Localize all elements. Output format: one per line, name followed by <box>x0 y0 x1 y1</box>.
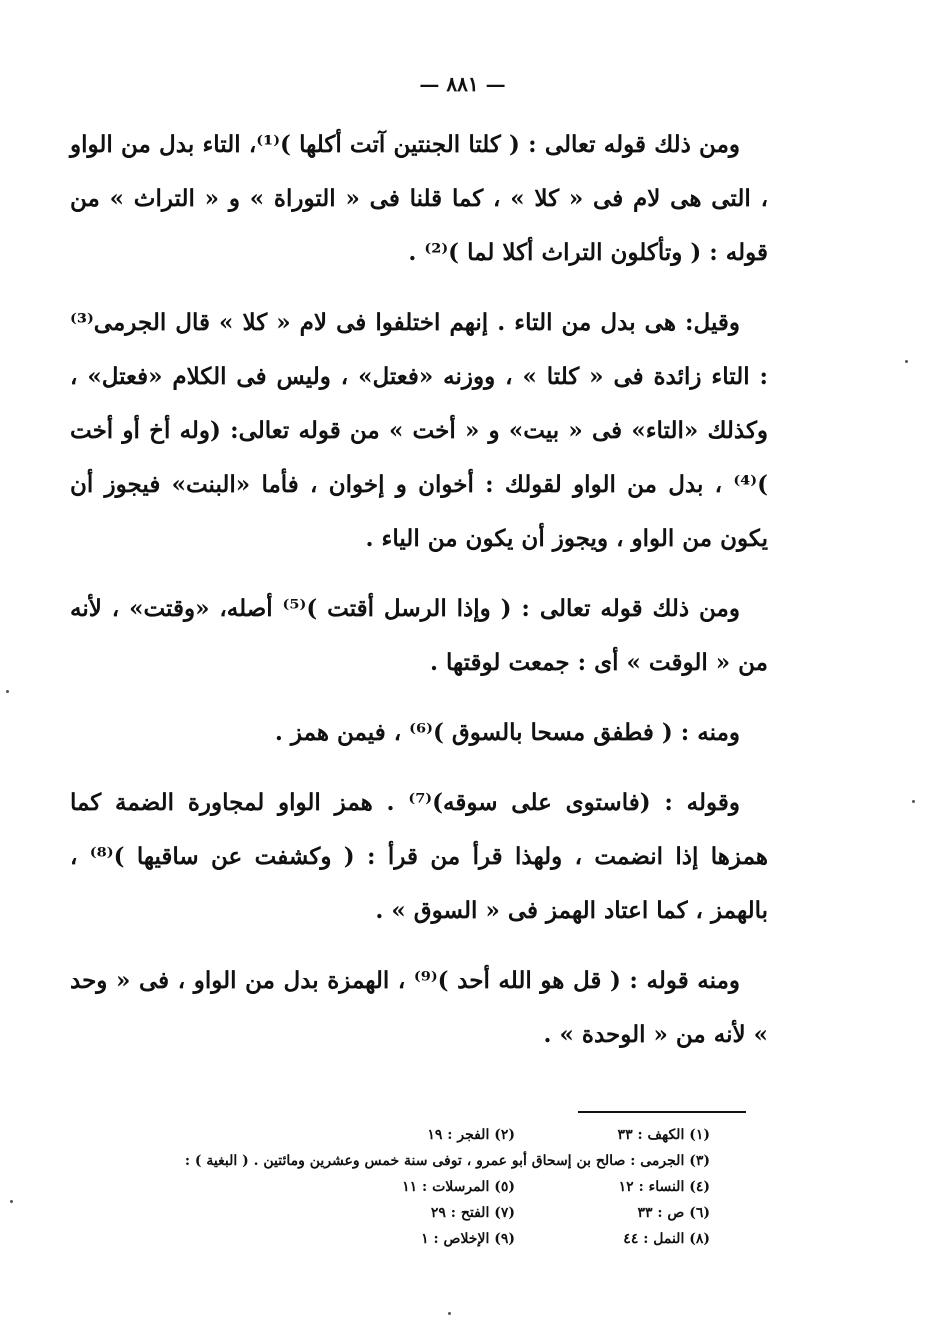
footnote-8: (٨) النمل : ٤٤ <box>623 1231 710 1247</box>
scan-speck <box>912 800 915 803</box>
footnote-9: (٩) الإخلاص : ١ <box>421 1231 515 1247</box>
scan-speck <box>10 1200 13 1203</box>
scan-speck <box>905 360 908 363</box>
footnote-1: (١) الكهف : ٣٣ <box>617 1127 710 1143</box>
footnote-3: (٣) الجرمى : صالح بن إسحاق أبو عمرو ، توفى سنة خمس وعشرين ومائتين . ( البغية ) : <box>184 1153 710 1169</box>
footnote-row <box>90 1200 710 1226</box>
footnote-5: (٥) المرسلات : ١١ <box>402 1179 515 1195</box>
footnote-divider <box>578 1111 746 1113</box>
paragraph-5: وقوله : (فاستوى على سوقه)⁽⁷⁾ . همز الواو لمجاورة الضمة كما همزها إذا انضمت ، ولهذا قرأ من قرأ : ( وكشفت عن ساقيها )⁽⁸⁾ ، بالهمز ، كما اعتاد الهمز فى « السوق » . <box>70 789 769 924</box>
footnote-row <box>90 1148 710 1174</box>
paragraph-3: ومن ذلك قوله تعالى : ( وإذا الرسل أقتت )⁽⁵⁾ أصله، «وقتت» ، لأنه من « الوقت » أى : جمعت لوقتها . <box>70 595 768 676</box>
footnote-4: (٤) النساء : ١٢ <box>618 1179 710 1195</box>
paragraph-1: ومن ذلك قوله تعالى : ( كلتا الجنتين آتت أكلها )⁽¹⁾، التاء بدل من الواو ، التى هى لام فى « كلا » ، كما قلنا فى « التوراة » و « التراث » من قوله : ( وتأكلون التراث أكلا لما )⁽²⁾ . <box>70 131 768 266</box>
footnote-7: (٧) الفتح : ٢٩ <box>430 1205 515 1221</box>
footnote-6: (٦) ص : ٣٣ <box>637 1205 710 1221</box>
scan-speck <box>6 690 9 693</box>
paragraph-2: وقيل: هى بدل من التاء . إنهم اختلفوا فى لام « كلا » قال الجرمى⁽³⁾ : التاء زائدة فى « كلتا » ، ووزنه «فعتل» ، وليس فى الكلام «فعتل» ، وكذلك «التاء» فى « بيت» و « أخت » من قوله تعالى: (وله أخ أو أخت )⁽⁴⁾ ، بدل من الواو لقولك : أخوان و إخوان ، فأما «البنت» فيجوز أن يكون من الواو ، ويجوز أن يكون من الياء . <box>70 309 768 552</box>
footnote-row <box>90 1174 710 1200</box>
scan-speck <box>448 1312 451 1315</box>
footnote-row <box>90 1226 710 1252</box>
main-text <box>70 118 768 1062</box>
footnote-2: (٢) الفجر : ١٩ <box>427 1127 515 1143</box>
footnotes <box>90 1122 710 1252</box>
paragraph-4: ومنه : ( فطفق مسحا بالسوق )⁽⁶⁾ ، فيمن همز . <box>274 719 740 746</box>
page-number: — ٨٨١ — <box>419 72 506 96</box>
paragraph-6: ومنه قوله : ( قل هو الله أحد )⁽⁹⁾ ، الهمزة بدل من الواو ، فى « وحد » لأنه من « الوحدة » . <box>70 967 768 1048</box>
footnote-row <box>90 1122 710 1148</box>
